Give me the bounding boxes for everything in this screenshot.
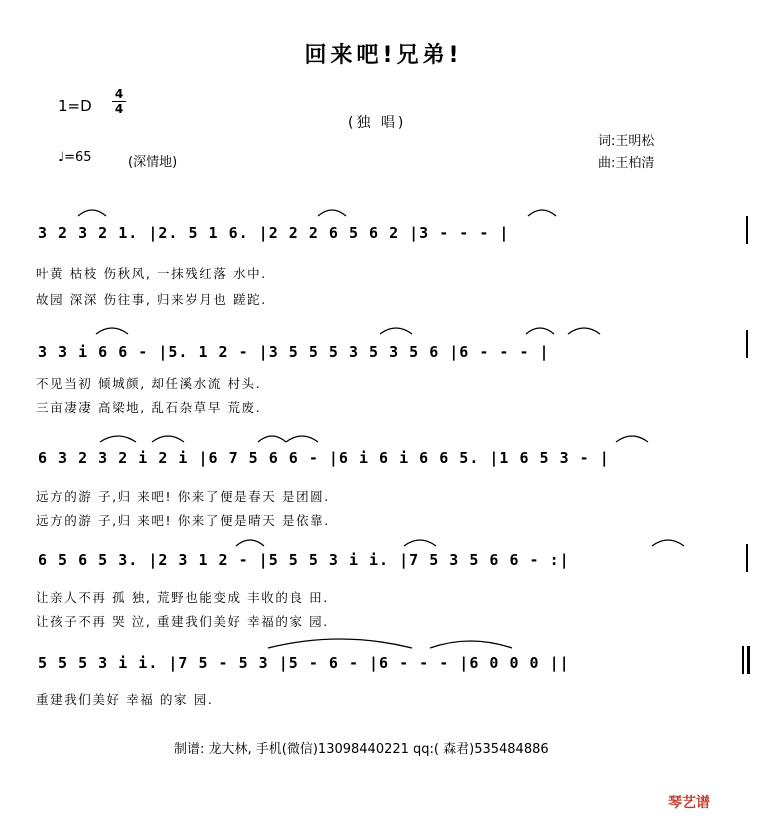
expression-mark: (深情地) xyxy=(128,155,178,170)
site-logo: 琴艺谱 xyxy=(668,795,710,811)
time-signature-bottom: 4 xyxy=(114,102,124,116)
tempo-mark: ♩=65 xyxy=(58,150,92,165)
barline xyxy=(746,216,748,244)
lyric-line-1-verse-2: 故园 深深 伤往事, 归来岁月也 蹉跎. xyxy=(36,292,267,307)
notation-line-1: 3 2 3 2 1. |2. 5 1 6. |2 2 2 6 5 6 2 |3 - - - | xyxy=(38,224,510,242)
footer-credits: 制谱: 龙大林, 手机(微信)13098440221 qq:( 森君)535484886 xyxy=(174,742,549,757)
key-signature: 1=D xyxy=(58,97,92,115)
lyric-line-5-verse-1: 重建我们美好 幸福 的家 园. xyxy=(36,692,214,707)
final-barline xyxy=(742,646,744,674)
notation-line-4: 6 5 6 5 3. |2 3 1 2 - |5 5 5 3 i i. |7 5 3 5 6 6 - :| xyxy=(38,551,570,569)
barline xyxy=(746,330,748,358)
notation-line-2: 3 3 i 6 6 - |5. 1 2 - |3 5 5 5 3 5 3 5 6 |6 - - - | xyxy=(38,343,550,361)
lyric-line-4-verse-2: 让孩子不再 哭 泣, 重建我们美好 幸福的家 园. xyxy=(36,614,329,629)
performance-type: (独 唱) xyxy=(348,115,407,131)
lyric-line-3-verse-2: 远方的游 子,归 来吧! 你来了便是晴天 是依靠. xyxy=(36,513,330,528)
lyric-line-3-verse-1: 远方的游 子,归 来吧! 你来了便是春天 是团圆. xyxy=(36,489,330,504)
lyric-line-2-verse-1: 不见当初 倾城颜, 却任溪水流 村头. xyxy=(36,376,262,391)
final-barline xyxy=(747,646,750,674)
composer: 曲:王柏清 xyxy=(598,156,655,171)
time-signature xyxy=(112,88,126,115)
notation-line-5: 5 5 5 3 i i. |7 5 - 5 3 |5 - 6 - |6 - - - |6 0 0 0 || xyxy=(38,654,570,672)
lyric-line-2-verse-2: 三亩凄凄 高梁地, 乱石杂草早 荒废. xyxy=(36,400,262,415)
lyric-line-1-verse-1: 叶黄 枯枝 伤秋风, 一抹残红落 水中. xyxy=(36,266,267,281)
notation-line-3: 6 3 2 3 2 i 2 i |6 7 5 6 6 - |6 i 6 i 6 6 5. |1 6 5 3 - | xyxy=(38,449,610,467)
time-signature-top: 4 xyxy=(114,87,124,101)
lyric-line-4-verse-1: 让亲人不再 孤 独, 荒野也能变成 丰收的良 田. xyxy=(36,590,329,605)
song-title: 回来吧!兄弟! xyxy=(304,43,463,68)
barline xyxy=(746,544,748,572)
lyricist: 词:王明松 xyxy=(598,134,655,149)
